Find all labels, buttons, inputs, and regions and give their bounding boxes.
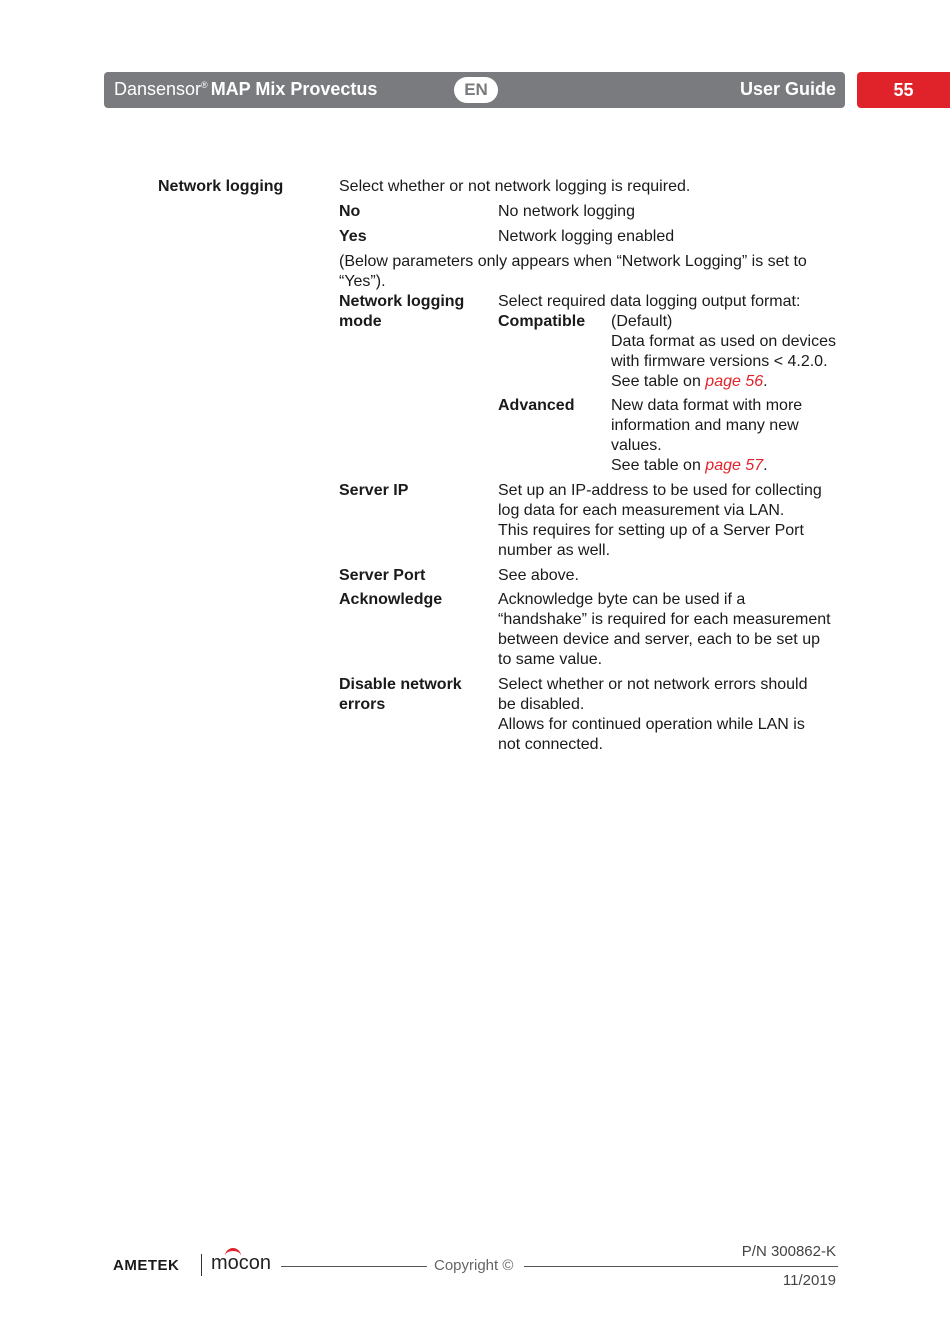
mode-label: mode <box>339 313 382 330</box>
mocon-logo: mocon <box>211 1252 272 1274</box>
advanced-desc-line: information and many new <box>611 417 799 434</box>
server-ip-label: Server IP <box>339 482 409 499</box>
advanced-label: Advanced <box>498 397 575 414</box>
acknowledge-desc-line: to same value. <box>498 651 603 668</box>
note-line: “Yes”). <box>339 273 386 290</box>
option-label-no: No <box>339 203 361 220</box>
server-port-desc: See above. <box>498 567 579 584</box>
brand-name: Dansensor <box>114 79 202 99</box>
server-port-label: Server Port <box>339 567 426 584</box>
compatible-desc-line: with firmware versions < 4.2.0. <box>611 353 828 370</box>
note-line: (Below parameters only appears when “Network Logging” is set to <box>339 253 807 270</box>
period: . <box>763 457 768 474</box>
option-label-yes: Yes <box>339 228 367 245</box>
see-table-text: See table on <box>611 457 706 474</box>
section-intro: Select whether or not network logging is required. <box>339 178 691 195</box>
disable-errors-desc-line: be disabled. <box>498 696 585 713</box>
disable-errors-label: errors <box>339 696 386 713</box>
language-badge: EN <box>454 77 498 103</box>
server-ip-desc-line: This requires for setting up of a Server Port <box>498 522 804 539</box>
revision-date: 11/2019 <box>782 1272 836 1289</box>
advanced-see-table <box>611 456 768 476</box>
logo-divider <box>201 1254 202 1276</box>
footer-rule-left <box>281 1266 427 1267</box>
mode-label: Network logging <box>339 293 465 310</box>
ametek-logo: AMETEK <box>113 1257 180 1274</box>
compatible-see-table <box>611 372 768 392</box>
page-56-link[interactable]: page 56 <box>705 373 764 390</box>
registered-mark: ® <box>201 80 208 90</box>
disable-errors-desc-line: not connected. <box>498 736 603 753</box>
server-ip-desc-line: Set up an IP-address to be used for collecting <box>498 482 822 499</box>
mode-intro: Select required data logging output format: <box>498 293 801 310</box>
header-bar <box>104 72 845 108</box>
compatible-desc-line: Data format as used on devices <box>611 333 837 350</box>
copyright: Copyright © <box>434 1257 514 1274</box>
see-table-text: See table on <box>611 373 706 390</box>
page-number: 55 <box>857 72 950 108</box>
server-ip-desc-line: log data for each measurement via LAN. <box>498 502 785 519</box>
option-desc-yes: Network logging enabled <box>498 228 675 245</box>
compatible-desc-line: (Default) <box>611 313 673 330</box>
part-number: P/N 300862-K <box>741 1243 836 1260</box>
option-desc-no: No network logging <box>498 203 635 220</box>
disable-errors-desc-line: Allows for continued operation while LAN is <box>498 716 805 733</box>
acknowledge-label: Acknowledge <box>339 591 443 608</box>
page-57-link[interactable]: page 57 <box>705 457 764 474</box>
advanced-desc-line: values. <box>611 437 662 454</box>
server-ip-desc-line: number as well. <box>498 542 611 559</box>
model-name: MAP Mix Provectus <box>210 79 378 99</box>
acknowledge-desc-line: “handshake” is required for each measurement <box>498 611 831 628</box>
advanced-desc-line: New data format with more <box>611 397 803 414</box>
period: . <box>763 373 768 390</box>
footer-rule-right <box>524 1266 838 1267</box>
section-title: Network logging <box>158 178 284 195</box>
document-type: User Guide <box>739 79 836 99</box>
disable-errors-desc-line: Select whether or not network errors should <box>498 676 808 693</box>
product-name <box>114 79 377 100</box>
acknowledge-desc-line: between device and server, each to be set up <box>498 631 820 648</box>
acknowledge-desc-line: Acknowledge byte can be used if a <box>498 591 746 608</box>
disable-errors-label: Disable network <box>339 676 462 693</box>
compatible-label: Compatible <box>498 313 586 330</box>
